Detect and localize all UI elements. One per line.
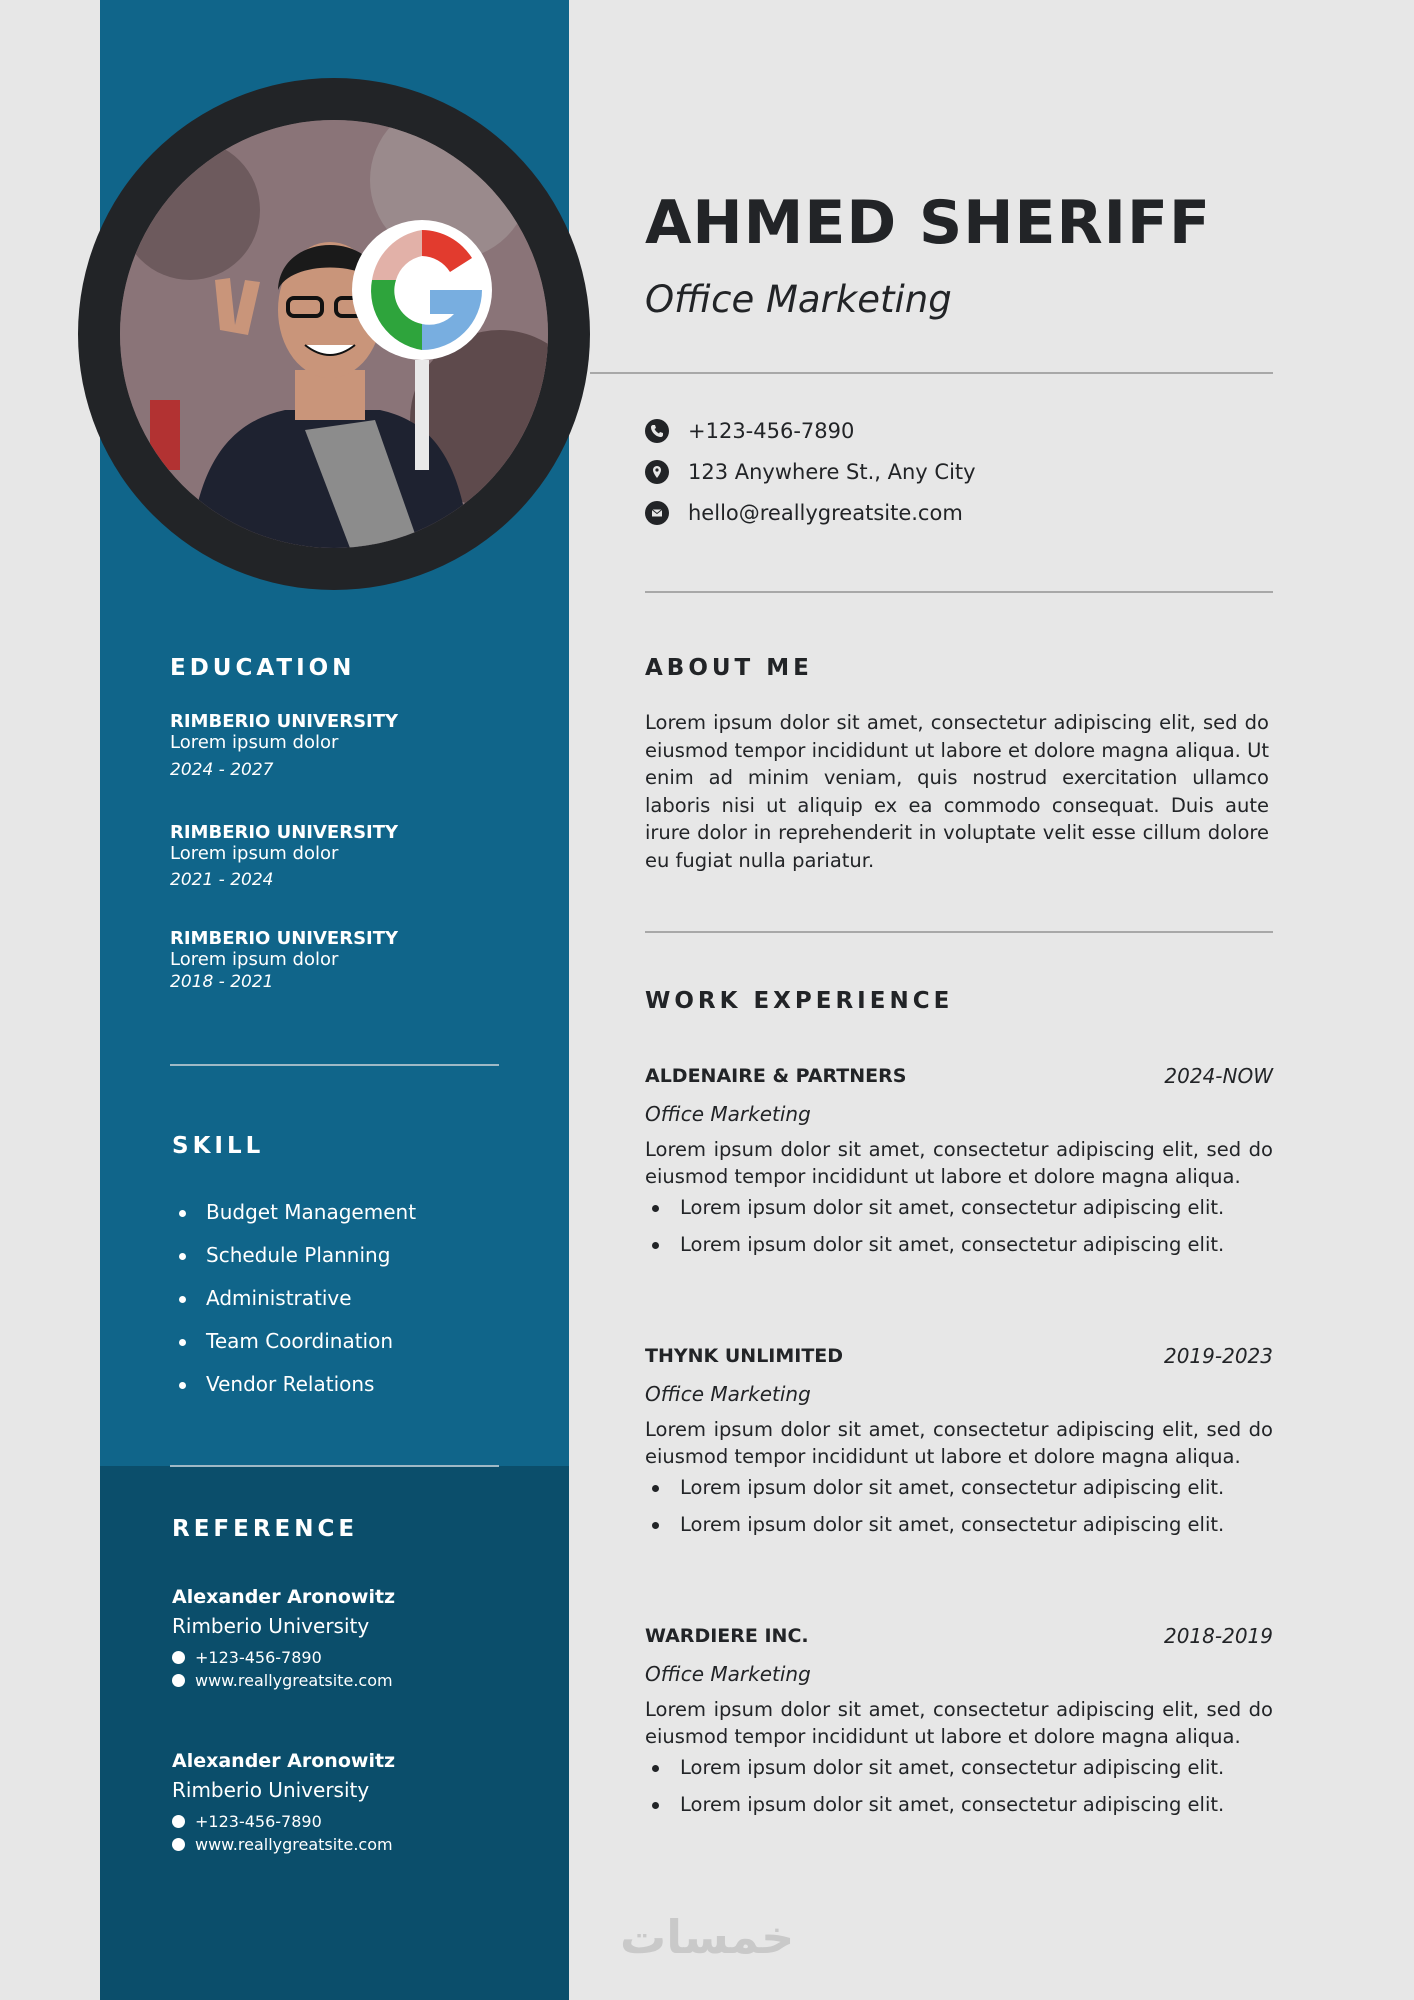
contact-email (645, 501, 963, 525)
education-school: RIMBERIO UNIVERSITY (170, 822, 399, 843)
contact-address-text: 123 Anywhere St., Any City (688, 460, 976, 484)
about-divider (645, 931, 1273, 933)
bullet-icon (652, 1242, 659, 1249)
job-header (645, 1344, 1273, 1368)
job-bullet-text: Lorem ipsum dolor sit amet, consectetur adipiscing elit. (680, 1793, 1225, 1816)
reference-phone (172, 1812, 395, 1831)
job-company: THYNK UNLIMITED (645, 1345, 844, 1367)
reference-phone-text: +123-456-7890 (195, 1648, 322, 1667)
job-role: Office Marketing (645, 1382, 811, 1406)
skill-label: Team Coordination (206, 1329, 394, 1353)
reference-phone (172, 1648, 395, 1667)
education-item (170, 711, 398, 780)
globe-icon (172, 1674, 185, 1687)
reference-site (172, 1671, 395, 1690)
skill-label: Administrative (206, 1286, 352, 1310)
job-entry (645, 1344, 1273, 1548)
education-school: RIMBERIO UNIVERSITY (170, 711, 399, 732)
reference-item (172, 1750, 395, 1854)
job-period: 2024-NOW (1164, 1064, 1273, 1088)
reference-site-text: www.reallygreatsite.com (195, 1671, 393, 1690)
bullet-icon (652, 1522, 659, 1529)
skill-item (172, 1286, 416, 1329)
job-header (645, 1064, 1273, 1088)
job-bullet (645, 1474, 1273, 1511)
skill-label: Vendor Relations (206, 1372, 375, 1396)
sidebar-reference-panel (100, 1466, 569, 2000)
skill-item (172, 1200, 416, 1243)
bullet-icon (652, 1765, 659, 1772)
job-bullet-text: Lorem ipsum dolor sit amet, consectetur adipiscing elit. (680, 1196, 1225, 1219)
job-header (645, 1624, 1273, 1648)
phone-icon (172, 1651, 185, 1664)
bullet-icon (652, 1802, 659, 1809)
bullet-icon (652, 1485, 659, 1492)
location-pin-icon (645, 460, 669, 484)
skill-label: Budget Management (206, 1200, 417, 1224)
reference-item (172, 1586, 395, 1690)
bullet-icon (652, 1205, 659, 1212)
education-detail: Lorem ipsum dolor (170, 949, 339, 970)
mail-icon (645, 501, 669, 525)
reference-site-text: www.reallygreatsite.com (195, 1835, 393, 1854)
contact-email-text: hello@reallygreatsite.com (688, 501, 963, 525)
job-bullet-text: Lorem ipsum dolor sit amet, consectetur adipiscing elit. (680, 1476, 1225, 1499)
bullet-icon (179, 1253, 186, 1260)
job-role: Office Marketing (645, 1662, 811, 1686)
contact-address (645, 460, 976, 484)
skill-item (172, 1372, 416, 1415)
education-detail: Lorem ipsum dolor (170, 843, 339, 864)
skill-item (172, 1329, 416, 1372)
job-company: ALDENAIRE & PARTNERS (645, 1065, 907, 1087)
job-company: WARDIERE INC. (645, 1625, 809, 1647)
reference-org: Rimberio University (172, 1778, 370, 1802)
job-bullet-text: Lorem ipsum dolor sit amet, consectetur adipiscing elit. (680, 1233, 1225, 1256)
skills-divider (170, 1465, 499, 1467)
job-entry (645, 1624, 1273, 1828)
job-description: Lorem ipsum dolor sit amet, consectetur adipiscing elit, sed do eiusmod tempor incididunt ut labore et dolore magna aliqua. (645, 1418, 1273, 1468)
job-role: Office Marketing (645, 1102, 811, 1126)
about-heading: ABOUT ME (645, 655, 813, 681)
job-bullet-text: Lorem ipsum dolor sit amet, consectetur adipiscing elit. (680, 1756, 1225, 1779)
job-description: Lorem ipsum dolor sit amet, consectetur adipiscing elit, sed do eiusmod tempor incididunt ut labore et dolore magna aliqua. (645, 1138, 1273, 1188)
contact-divider (645, 591, 1273, 593)
education-years: 2024 - 2027 (170, 760, 274, 780)
job-description: Lorem ipsum dolor sit amet, consectetur adipiscing elit, sed do eiusmod tempor incididunt ut labore et dolore magna aliqua. (645, 1698, 1273, 1748)
job-bullet (645, 1791, 1273, 1828)
job-period: 2018-2019 (1163, 1624, 1273, 1648)
profile-photo-illustration (120, 120, 548, 548)
job-bullet (645, 1511, 1273, 1548)
reference-org: Rimberio University (172, 1614, 370, 1638)
skills-list (172, 1200, 416, 1415)
job-period: 2019-2023 (1163, 1344, 1273, 1368)
phone-icon (645, 419, 669, 443)
education-divider (170, 1064, 499, 1066)
header-divider (590, 372, 1273, 374)
reference-name: Alexander Aronowitz (172, 1750, 396, 1772)
work-heading: WORK EXPERIENCE (645, 988, 954, 1014)
education-heading: EDUCATION (170, 655, 356, 681)
reference-heading: REFERENCE (172, 1516, 359, 1542)
contact-phone (645, 419, 854, 443)
globe-icon (172, 1838, 185, 1851)
job-bullet (645, 1231, 1273, 1268)
job-entry (645, 1064, 1273, 1268)
job-bullet (645, 1194, 1273, 1231)
education-item (170, 822, 398, 890)
job-bullet-text: Lorem ipsum dolor sit amet, consectetur adipiscing elit. (680, 1513, 1225, 1536)
job-bullet (645, 1754, 1273, 1791)
watermark-logo: خمسات (620, 1910, 795, 1964)
education-school: RIMBERIO UNIVERSITY (170, 928, 399, 949)
bullet-icon (179, 1296, 186, 1303)
education-years: 2018 - 2021 (170, 972, 274, 992)
candidate-name: AHMED SHERIFF (645, 188, 1211, 258)
education-detail: Lorem ipsum dolor (170, 732, 339, 753)
reference-name: Alexander Aronowitz (172, 1586, 396, 1608)
bullet-icon (179, 1210, 186, 1217)
contact-phone-text: +123-456-7890 (688, 419, 855, 443)
bullet-icon (179, 1382, 186, 1389)
job-bullets (645, 1474, 1273, 1548)
job-bullets (645, 1754, 1273, 1828)
profile-photo (120, 120, 548, 548)
skill-item (172, 1243, 416, 1286)
reference-phone-text: +123-456-7890 (195, 1812, 322, 1831)
job-bullets (645, 1194, 1273, 1268)
education-years: 2021 - 2024 (170, 870, 274, 890)
skills-heading: SKILL (172, 1133, 265, 1159)
candidate-title: Office Marketing (645, 278, 952, 321)
phone-icon (172, 1815, 185, 1828)
skill-label: Schedule Planning (206, 1243, 391, 1267)
reference-site (172, 1835, 395, 1854)
bullet-icon (179, 1339, 186, 1346)
education-item (170, 928, 398, 992)
about-text: Lorem ipsum dolor sit amet, consectetur adipiscing elit, sed do eiusmod tempor incididunt ut labore et dolore magna aliqua. Ut enim ad minim veniam, quis nostrud exercitation ullamco laboris nisi ut aliquip ex ea commodo consequat. Duis aute irure dolor in reprehenderit in voluptate velit esse cillum dolore eu fugiat nulla pariatur. (645, 711, 1269, 872)
